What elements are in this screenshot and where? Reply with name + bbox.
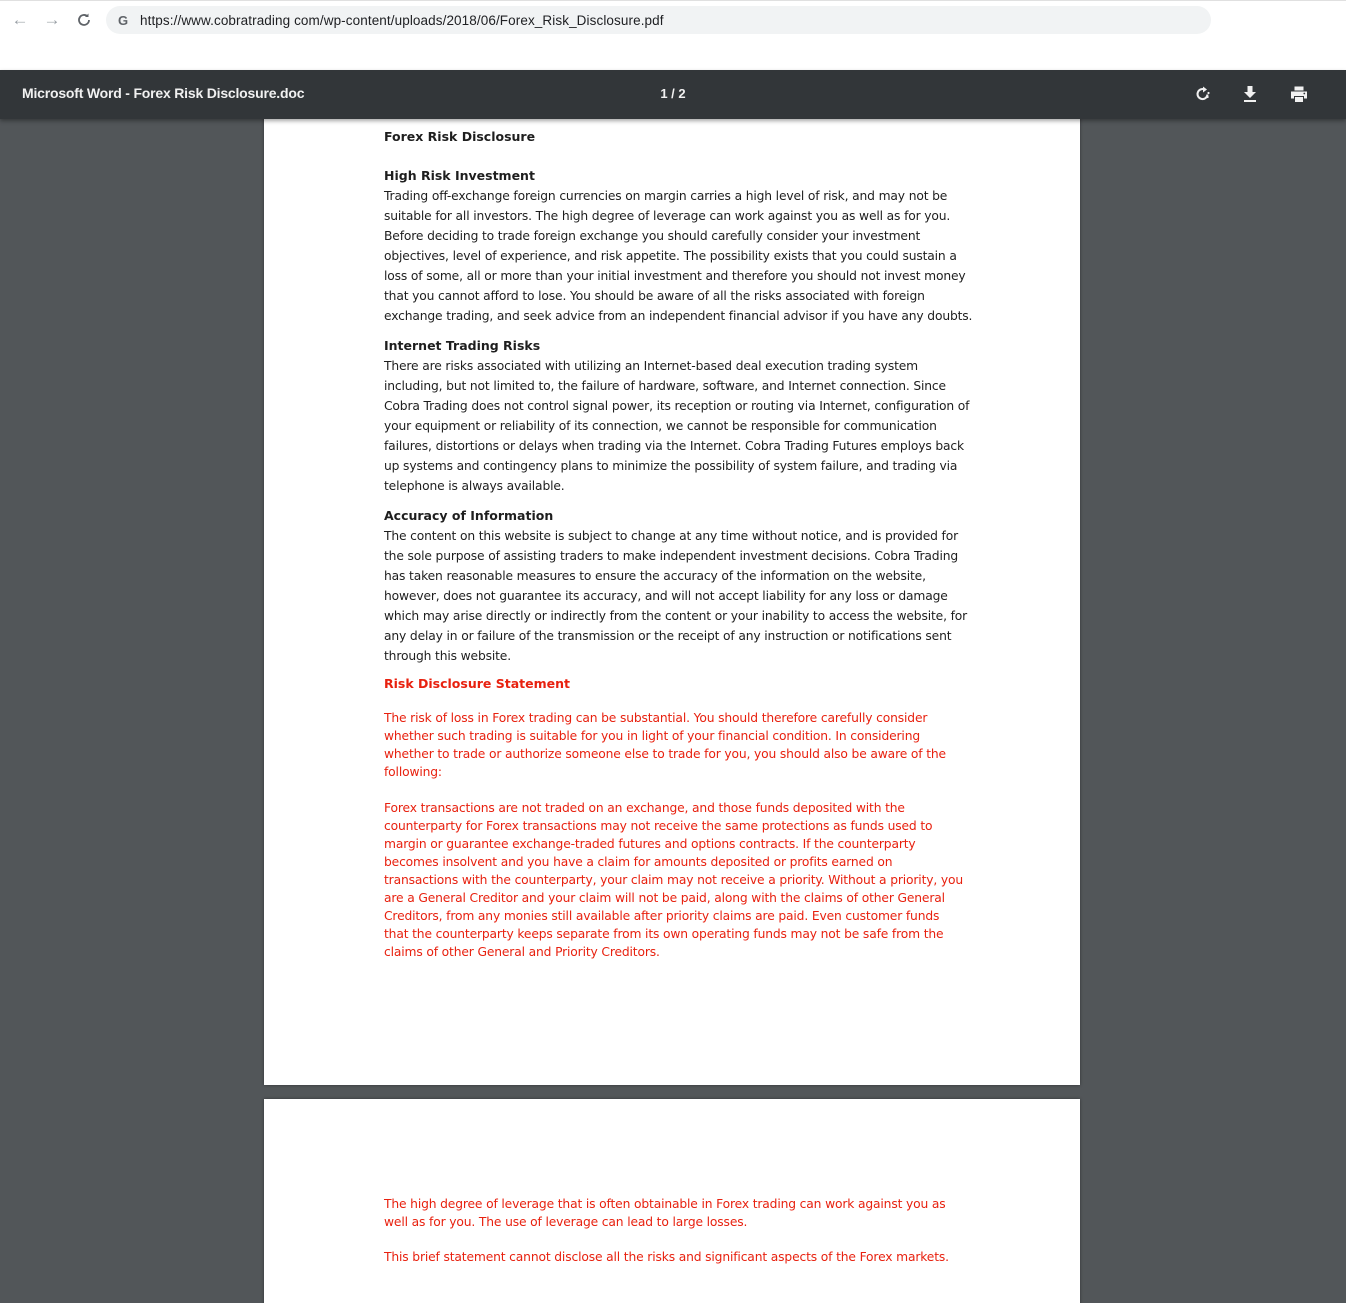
section-heading-high-risk: High Risk Investment [384,168,535,183]
arrow-left-icon: ← [11,10,29,29]
reload-button[interactable] [71,7,97,33]
risk-statement-paragraph-2: Forex transactions are not traded on an exchange, and those funds deposited with the counterparty for Forex transactions may not receive the same protections as funds used to margin or guarantee exchange-traded futures and options contracts. If the counterparty becomes insolvent and you have a claim for amounts deposited or profits earned on transactions with the counterparty, your claim may not receive a priority. Without a priority, you are a General Creditor and your claim will not be paid, along with the claims of other General Creditors, from any monies still available after priority claims are paid. Even customer funds that the counterparty keeps separate from its own operating funds may not be safe from the claims of other General and Priority Creditors. [384,801,964,959]
document-title: Microsoft Word - Forex Risk Disclosure.doc [22,85,305,101]
risk-statement-paragraph-1: The risk of loss in Forex trading can be substantial. You should therefore carefully consider whether such trading is suitable for you in light of your financial condition. In considering whether to trade or authorize someone else to trade for you, you should also be aware of the following: [384,711,946,779]
rotate-button[interactable] [1191,82,1215,106]
page-indicator[interactable]: 1 / 2 [660,86,686,101]
page2-paragraph-2: This brief statement cannot disclose all the risks and significant aspects of the Forex markets. [384,1250,949,1264]
section-body-accuracy: The content on this website is subject to change at any time without notice, and is provided for the sole purpose of assisting traders to make independent investment decisions. Cobra Trading has taken reasonable measures to ensure the accuracy of the information on the website, however, does not guarantee its accuracy, and will not accept liability for any loss or damage which may arise directly or indirectly from the content or your inability to access the website, for any delay in or failure of the transmission or the receipt of any instruction or notifications sent through this website. [384,529,968,663]
section-heading-accuracy: Accuracy of Information [384,508,554,523]
download-icon [1242,85,1258,103]
document-heading: Forex Risk Disclosure [384,129,536,144]
site-favicon-icon: G [118,12,129,28]
url-text[interactable]: https://www.cobratrading com/wp-content/uploads/2018/06/Forex_Risk_Disclosure.pdf [140,12,664,28]
forward-button[interactable] [39,7,65,33]
risk-statement-heading: Risk Disclosure Statement [384,676,570,691]
print-button[interactable] [1287,82,1311,106]
print-icon [1290,85,1308,103]
pdf-page-2 [264,1099,1080,1303]
section-body-high-risk: Trading off-exchange foreign currencies on margin carries a high level of risk, and may not be suitable for all investors. The high degree of leverage can work against you as well as for you. Before deciding to trade foreign exchange you should carefully consider your investment objectives, level of experience, and risk appetite. The possibility exists that you could sustain a loss of some, all or more than your initial investment and therefore you should not invest money that you cannot afford to lose. You should be aware of all the risks associated with foreign exchange trading, and seek advice from an independent financial advisor if you have any doubts. [384,189,973,323]
arrow-right-icon: → [43,10,61,29]
browser-toolbar [0,0,1346,70]
section-heading-internet: Internet Trading Risks [384,338,541,353]
section-body-internet: There are risks associated with utilizing an Internet-based deal execution trading system including, but not limited to, the failure of hardware, software, and Internet connection. Since Cobra Trading does not control signal power, its reception or routing via Internet, configuration of your equipment or reliability of its connection, we cannot be responsible for communication failures, distortions or delays when trading via the Internet. Cobra Trading Futures employs back up systems and contingency plans to minimize the possibility of system failure, and trading via telephone is always available. [384,359,970,493]
pdf-toolbar [0,70,1346,119]
page2-paragraph-1: The high degree of leverage that is often obtainable in Forex trading can work against you as well as for you. The use of leverage can lead to large losses. [384,1197,946,1229]
reload-icon [76,12,92,28]
back-button[interactable] [7,7,33,33]
address-bar[interactable] [106,6,1211,34]
pdf-page-1 [264,100,1080,1085]
download-button[interactable] [1238,82,1262,106]
rotate-icon [1194,85,1212,103]
